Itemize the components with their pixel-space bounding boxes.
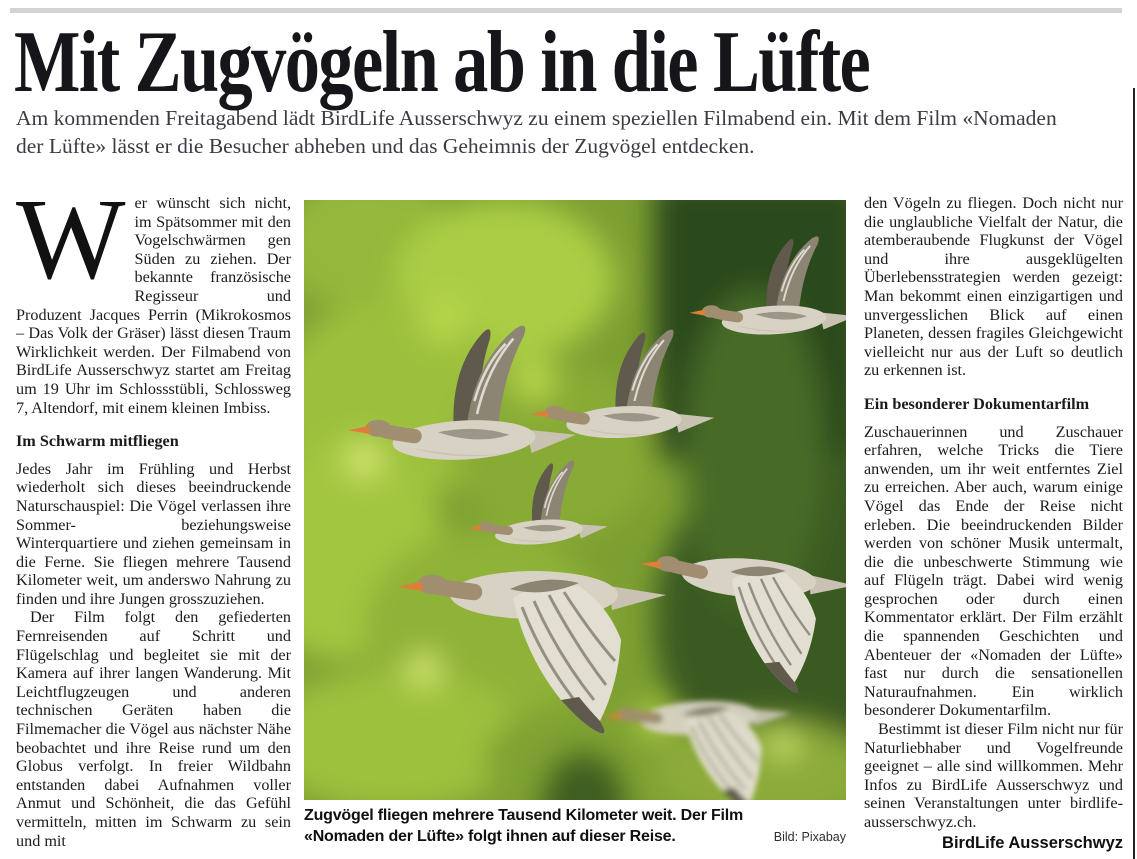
- paragraph: [16, 194, 291, 417]
- paragraph: Zuschauerinnen und Zuschauer erfahren, welche Tricks die Tiere anwenden, um ihr weit entferntes Ziel zu erreichen. Aber auch, warum einige Vögel das Ende der Reise nicht erleben. Die beeindruckenden Bilder werden von schöner Musik untermalt, die die unbeschwerte Stimmung wie auf Flügeln trägt. Dabei wird wenig gesprochen oder durch einen Kommentator erklärt. Der Film erzählt die spannenden Geschichten und Abenteuer der «Nomaden der Lüfte» fast nur durch die sensationellen Naturaufnahmen. Ein wirklich besonderer Dokumentarfilm.: [864, 422, 1123, 720]
- paragraph: Bestimmt ist dieser Film nicht nur für Naturliebhaber und Vogelfreunde geeignet – alle sind willkommen. Mehr Infos zu BirdLife Ausserschwyz und seinen Veranstaltungen unter birdlife-ausserschwyz.ch.: [864, 720, 1123, 831]
- article-column-right: [864, 194, 1123, 839]
- subheading-dokumentarfilm: Ein besonderer Dokumentarfilm: [864, 394, 1090, 413]
- paragraph: Jedes Jahr im Frühling und Herbst wiederholt sich dieses beeindruckende Naturschauspiel: Die Vögel verlassen ihre Sommer- beziehungsweise Winterquartiere und ziehen gemeinsam in die Ferne. Sie fliegen mehrere Tausend Kilometer weit, um anderswo Nahrung zu finden und ihre Jungen grosszuziehen.: [16, 459, 291, 608]
- photo-caption: Zugvögel fliegen mehrere Tausend Kilometer weit. Der Film «Nomaden der Lüfte» folgt ihnen auf dieser Reise.: [304, 807, 744, 845]
- paragraph-text: er wünscht sich nicht, im Spätsommer mit den Vogelschwärmen gen Süden zu ziehen. Der bekannte französische Regisseur und Produzent Jacques Perrin (Mikrokosmos – Das Volk der Gräser) lässt diesen Traum Wirklichkeit werden. Der Filmabend von BirdLife Ausserschwyz startet am Freitag um 19 Uhr im Schlossstübli, Schlossweg 7, Altendorf, mit einem kleinen Imbiss.: [16, 194, 291, 417]
- headline-text: Mit Zugvögeln ab in die Lüfte: [14, 14, 870, 111]
- author-signature: BirdLife Ausserschwyz: [942, 834, 1123, 852]
- subheading-schwarm: Im Schwarm mitfliegen: [16, 432, 179, 451]
- geese-photo-illustration: [304, 200, 846, 800]
- drop-cap: W: [16, 194, 126, 304]
- article-lead: Am kommenden Freitagabend lädt BirdLife Ausserschwyz zu einem speziellen Filmabend ein. Mit dem Film «Nomaden der Lüfte» lässt er die Besucher abheben und das Geheimnis der Zugvögel entdecken.: [16, 106, 1057, 158]
- paragraph: Der Film folgt den gefiederten Fernreisenden auf Schritt und Flügelschlag und begleitet sie mit der Kamera auf ihrer langen Wanderung. Mit Leichtflugzeugen und anderen technischen Geräten haben die Filmemacher die Vögel aus nächster Nähe beobachtet und ihre Reise rund um den Globus verfolgt. In freier Wildbahn entstanden dabei Aufnahmen voller Anmut und Schönheit, die das Gefühl vermitteln, mitten im Schwarm zu sein und mit: [16, 608, 291, 850]
- photo-caption-block: [304, 805, 846, 847]
- right-column-rule: [1133, 88, 1135, 859]
- photo-credit: Bild: Pixabay: [773, 830, 846, 844]
- paragraph: den Vögeln zu fliegen. Doch nicht nur die unglaubliche Vielfalt der Natur, die atemberaubende Flugkunst der Vögel und ihre ausgeklügelten Überlebensstrategien werden gezeigt: Man bekommt einen einzigartigen und unvergesslichen Blick auf einen Planeten, dessen fragiles Gleichgewicht vielleicht nur aus der Luft so deutlich zu erkennen ist.: [864, 194, 1123, 380]
- article-column-left: [16, 194, 291, 859]
- article-photo: [304, 200, 846, 800]
- top-divider-rule: [10, 8, 1122, 13]
- page-title: [14, 14, 1083, 111]
